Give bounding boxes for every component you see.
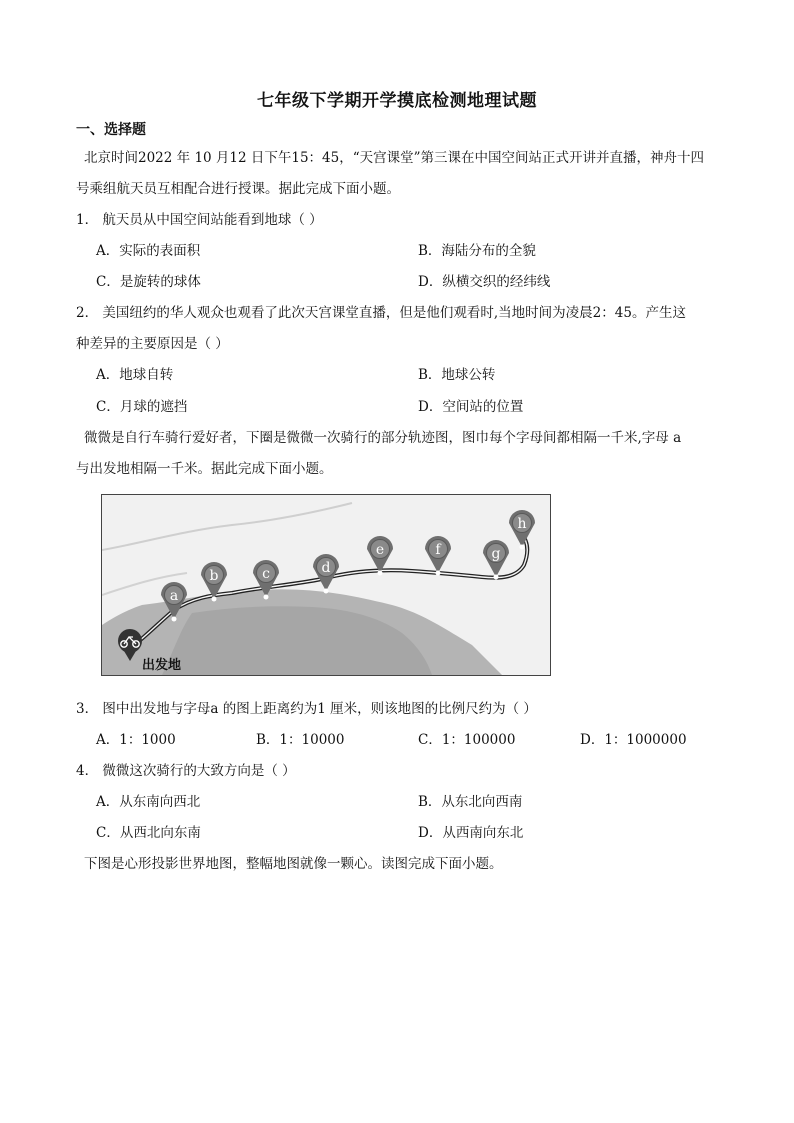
route-map-graphic [102, 495, 550, 675]
question-4-option-d: D．从西南向东北 [418, 825, 524, 841]
question-3-option-b: B．1：10000 [256, 732, 345, 748]
route-marker-label: d [321, 560, 331, 576]
section-heading: 一、选择题 [76, 122, 146, 138]
question-2-option-b: B．地球公转 [418, 367, 496, 383]
question-2-option-d: D．空间站的位置 [418, 399, 524, 415]
question-1-option-b: B．海陆分布的全貌 [418, 243, 536, 259]
route-marker-label: f [435, 542, 441, 558]
intro-2-line-2: 与出发地相隔一千米。据此完成下面小题。 [76, 461, 333, 477]
intro-1-line-1: 北京时间2022 年 10 月12 日下午15：45，“天宫课堂”第三课在中国空间站正式开讲并直播，神舟十四 [84, 150, 705, 166]
route-marker-d [313, 554, 339, 594]
question-1-option-d: D．纵横交织的经纬线 [418, 274, 551, 290]
route-marker-f [425, 536, 451, 576]
question-2-line-2: 种差异的主要原因是（ ） [76, 336, 229, 352]
question-4-option-a: A．从东南向西北 [96, 794, 201, 810]
question-3-option-d: D．1：1000000 [580, 732, 687, 748]
question-3-stem: 3． 图中出发地与字母a 的图上距离约为1 厘米，则该地图的比例尺约为（ ） [76, 701, 537, 717]
question-1-option-c: C．是旋转的球体 [96, 274, 201, 290]
cycling-route-map [101, 494, 551, 676]
question-4-option-b: B．从东北向西南 [418, 794, 523, 810]
route-marker-h [509, 510, 535, 550]
question-4-stem: 4． 微微这次骑行的大致方向是（ ） [76, 763, 296, 779]
route-marker-label: g [491, 546, 501, 562]
question-1-stem: 1． 航天员从中国空间站能看到地球（ ） [76, 212, 323, 228]
question-3-option-c: C．1：100000 [418, 732, 516, 748]
question-2-option-a: A．地球自转 [96, 367, 174, 383]
route-marker-label: b [209, 568, 219, 584]
route-marker-label: e [375, 542, 385, 558]
start-point-label: 出发地 [142, 658, 182, 673]
question-2-line-1: 2． 美国纽约的华人观众也观看了此次天宫课堂直播，但是他们观看时,当地时间为凌晨2：45。产生这 [76, 305, 686, 321]
intro-1-line-2: 号乘组航天员互相配合进行授课。据此完成下面小题。 [76, 181, 400, 197]
route-marker-label: c [262, 566, 270, 582]
question-4-option-c: C．从西北向东南 [96, 825, 201, 841]
map-road [102, 503, 352, 550]
question-1-option-a: A．实际的表面积 [96, 243, 201, 259]
route-marker-g [483, 540, 509, 580]
route-marker-label: h [517, 516, 527, 532]
page-title: 七年级下学期开学摸底检测地理试题 [257, 91, 537, 111]
route-marker-label: a [169, 588, 179, 604]
intro-2-line-1: 微微是自行车骑行爱好者，下圈是微微一次骑行的部分轨迹图，图巾每个字母间都相隔一千米,字母 a [84, 430, 682, 446]
intro-3-line: 下图是心形投影世界地图，整幅地图就像一颗心。读图完成下面小题。 [84, 856, 503, 872]
question-2-option-c: C．月球的遮挡 [96, 399, 188, 415]
question-3-option-a: A．1：1000 [96, 732, 176, 748]
